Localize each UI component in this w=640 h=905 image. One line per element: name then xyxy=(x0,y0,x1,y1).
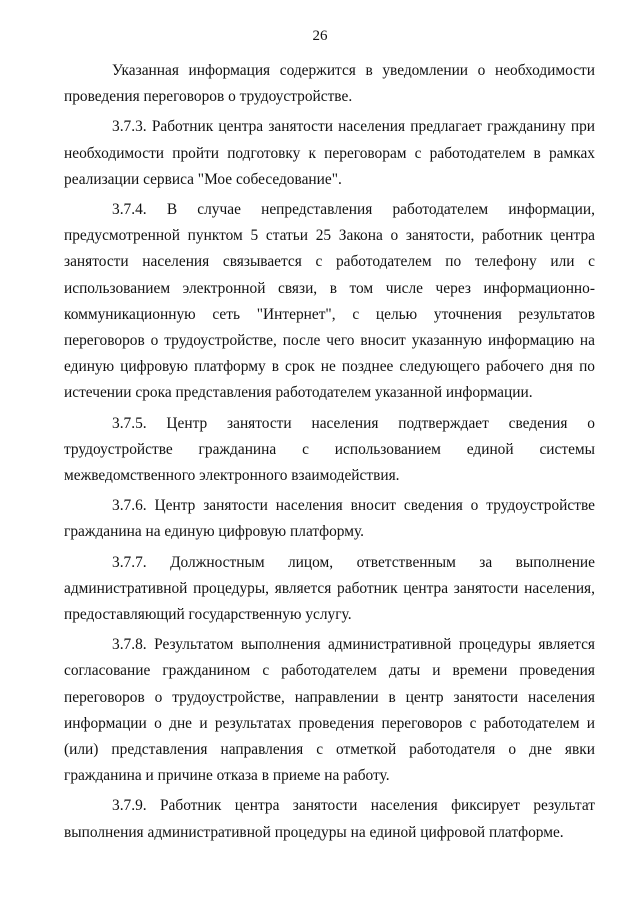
document-body xyxy=(64,58,595,850)
paragraph-3-7-3: 3.7.3. Работник центра занятости населения предлагает гражданину при необходимости пройти подготовку к переговорам с работодателем в рамках реализации сервиса "Мое собеседование". xyxy=(64,118,595,188)
paragraph-intro: Указанная информация содержится в уведомлении о необходимости проведения переговоров о трудоустройстве. xyxy=(64,62,595,106)
paragraph-3-7-8: 3.7.8. Результатом выполнения административной процедуры является согласование гражданином с работодателем даты и времени проведения переговоров о трудоустройстве, направлении в центр занятости населения информации о дне и результатах проведения переговоров с работодателем и (или) представления направления с отметкой работодателя о дне явки гражданина и причине отказа в приеме на работу. xyxy=(64,636,595,785)
paragraph-3-7-4: 3.7.4. В случае непредставления работодателем информации, предусмотренной пунктом 5 статьи 25 Закона о занятости, работник центра занятости населения связывается с работодателем по телефону или с использованием электронной связи, в том числе через информационно-коммуникационную сеть "Интернет", с целью уточнения результатов переговоров о трудоустройстве, после чего вносит указанную информацию на единую цифровую платформу в срок не позднее следующего рабочего дня по истечении срока представления работодателем указанной информации. xyxy=(64,201,595,402)
paragraph-3-7-5: 3.7.5. Центр занятости населения подтверждает сведения о трудоустройстве гражданина с использованием единой системы межведомственного электронного взаимодействия. xyxy=(64,414,595,485)
paragraph-3-7-6: 3.7.6. Центр занятости населения вносит сведения о трудоустройстве гражданина на единую цифровую платформу. xyxy=(64,497,595,541)
page-number: 26 xyxy=(312,28,328,44)
paragraph-3-7-7: 3.7.7. Должностным лицом, ответственным за выполнение административной процедуры, является работник центра занятости населения, предоставляющий государственную услугу. xyxy=(64,553,595,624)
paragraph-3-7-9: 3.7.9. Работник центра занятости населения фиксирует результат выполнения административной процедуры на единой цифровой платформе. xyxy=(64,797,595,841)
